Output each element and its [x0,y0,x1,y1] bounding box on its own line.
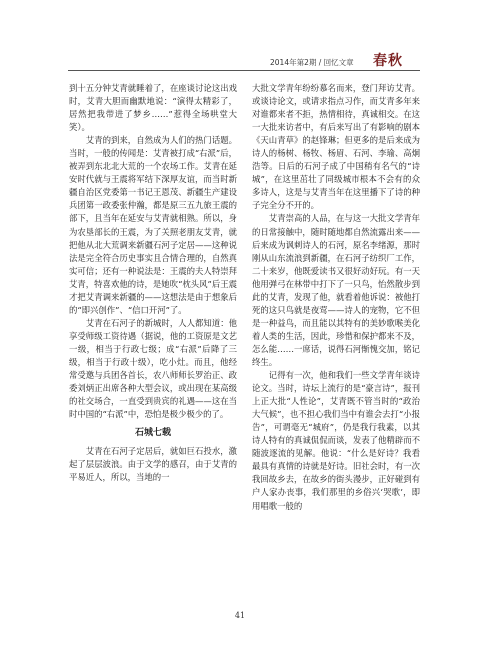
issue-label: 2014年第2期 / 回忆文章 [270,58,354,67]
paragraph: 记得有一次，他和我们一些文学青年谈诗论文。当时，诗坛上流行的是“豪言诗”，报刊上正大批“人性论”，艾青既不管当时的“政治大气候”，也不担心我们当中有谁会去打“小报告”，可谓毫无“城府”，仍是我行我素，以其诗人特有的真诚侃侃而谈，发表了他精辟而不随波逐流的见解。他说：“什么是好诗？我看最具有真情的诗就是好诗。旧社会时，有一次我回故乡去，在故乡的街头漫步，正好碰到有户人家办丧事，我们那里的乡俗兴‘哭歌’，即用唱歌一般的 [252,370,420,511]
left-column [69,82,237,484]
paragraph: 艾青在石河子的新城时，人人都知道：他享受师级工资待遇（据说，他的工资原是文艺一级，相当于行政七级；成“右派”后降了三级，相当于行政十级），吃小灶。而且，他经常受邀与兵团各首长，农八师师长罗治正、政委刘炳正出席各种大型会议，或出现在某高级的社交场合，一直受到贵宾的礼遇——这在当时中国的“右派”中，恐怕是极少极少的了。 [69,317,237,420]
section-title: 石城七载 [134,428,171,439]
page-number: 41 [234,611,246,620]
magazine-logo: 春秋 [373,53,403,69]
paragraph: 到十五分钟艾青就睡着了，在座谈讨论这出戏时，艾青大胆而幽默地说：“演得太精彩了，居然把我带进了梦乡……”惹得全场哄堂大笑）。 [69,83,237,133]
paragraph: 艾青的到来，自然成为人们的热门话题。当时，一般的传闻是：艾青被打成“右派”后，被弄到东北北大荒的一个农场工作。艾青在延安时代就与王震将军结下深厚友谊，而当时新疆自治区党委第一书记王恩茂、新疆生产建设兵团第一政委张仲瀚，都是原三五九旅王震的部下，且当年在延安与艾青就相熟。所以，身为农垦部长的王震，为了关照老朋友艾青，就把他从北大荒调来新疆石河子定居——这种说法是完全符合历史事实且合情合理的，自然真实可信；还有一种说法是：王震的夫人特崇拜艾青，特喜欢他的诗，是她吹“枕头风”后王震才把艾青调来新疆的——这想法是由于想象后的“即兴创作”、“信口开河”了。 [69,135,237,315]
page-header [0,0,480,76]
paragraph: 大批文学青年纷纷慕名而来，登门拜访艾青。或谈诗论文，或请求指点习作，而艾青多年来对谁都来者不拒，热情相待，真诚相交。在这一大批来访者中，有后来写出了有影响的剧本《天山青草》的赵锋琳；但更多的是后来成为诗人的杨树、杨牧、杨眉、石河、李瑜、高炯浩等。日后的石河子成了中国稍有名气的“诗城”，在这里茁壮了同级城市根本不会有的众多诗人，这是与艾青当年在这里播下了诗的种子完全分不开的。 [252,83,420,211]
paragraph: 艾青在石河子定居后，就如巨石投水，激起了层层波浪。由于文学的感召，由于艾青的平易近人，所以，当地的一 [69,446,237,483]
header-divider [68,70,420,71]
right-column [252,82,420,513]
paragraph: 艾青崇高的人品，在与这一大批文学青年的日常接触中，随时随地都自然流露出来——后来成为讽刺诗人的石河，原名李绪源，那时刚从山东流浪到新疆，在石河子纺织厂工作，二十来岁，他既爱读书又很好动好玩。有一天他用弹弓在林带中打下了一只鸟，怡然散步到此的艾青，发现了他，就看着他诉说：被他打死的这只鸟就是夜莺——诗人的宠物，它不但是一种益鸟，而且能以其特有的美妙歌喉美化着人类的生活，因此，珍惜和保护都来不及，怎么能……一席话，说得石河惭愧交加，铭记终生。 [252,213,420,367]
